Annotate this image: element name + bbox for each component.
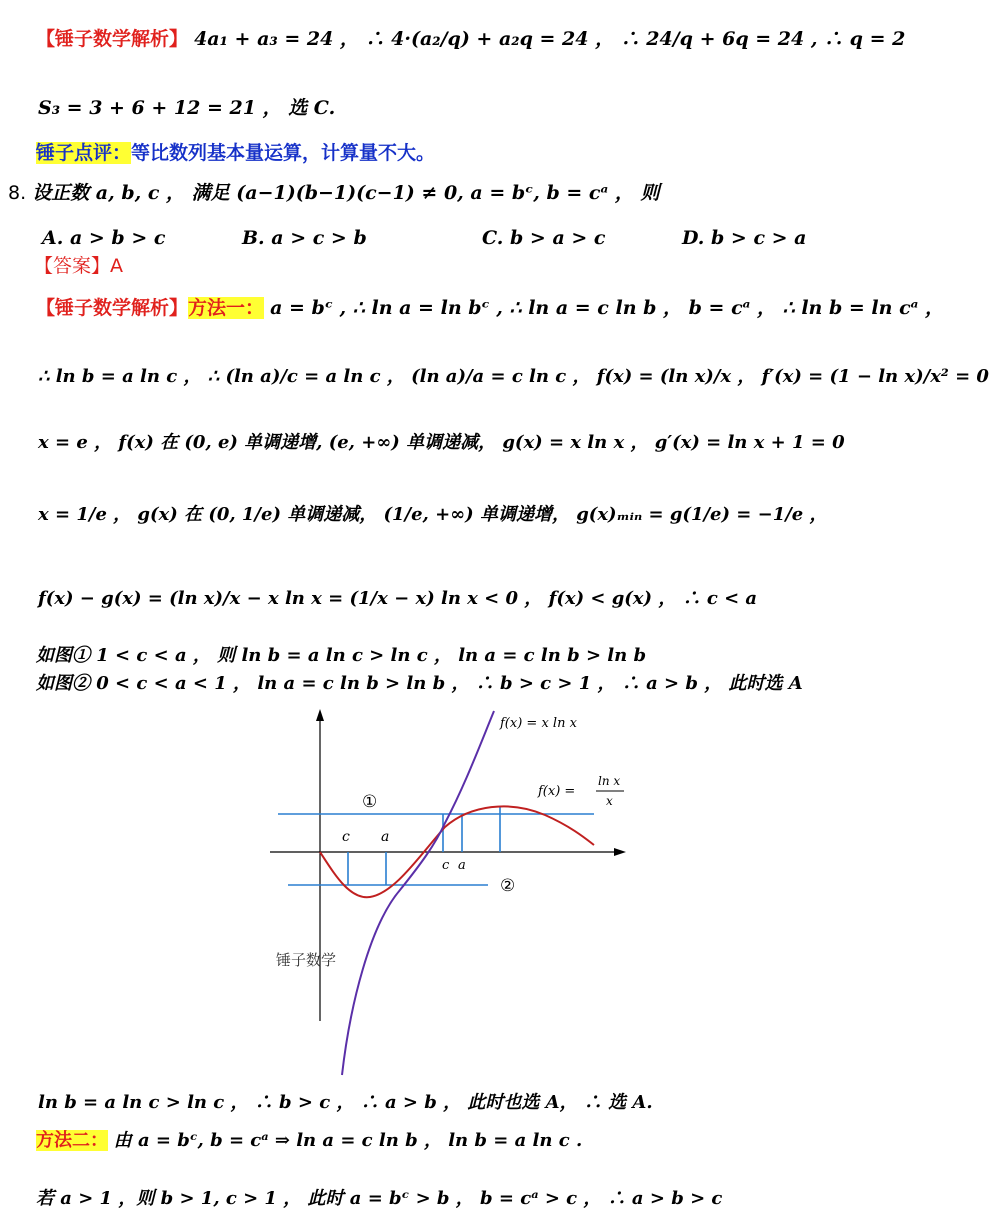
analysis-tag: 【锤子数学解析】 <box>36 297 189 319</box>
label-lnx-x-numerator: ln x <box>598 774 621 788</box>
solution-line-9 <box>38 432 845 454</box>
option-d: D. b > c > a <box>682 227 807 249</box>
formula-text: 由 a = bᶜ, b = cᵃ ⇒ ln a = c ln b ， ln b = a ln c . <box>113 1130 583 1151</box>
answer-line: 【答案】A <box>34 255 123 277</box>
formula-text: ln b = a ln c > ln c ， ∴ b > c ， ∴ a > b ， 此时也选 A， ∴ 选 A. <box>38 1092 653 1113</box>
formula-text: 如图② 0 < c < a < 1 ， ln a = c ln b > ln b ， ∴ b > c > 1 ， ∴ a > b ， 此时选 A <box>36 673 803 694</box>
formula-text: ∴ ln b = a ln c ， ∴ (ln a)/c = a ln c ， (ln a)/a = c ln c ， f(x) = (ln x)/x ， f′(x) = (1 − ln x)/x² = 0 <box>38 366 989 387</box>
analysis-tag: 【锤子数学解析】 <box>36 28 189 50</box>
solution-line-11 <box>38 588 757 610</box>
solution-line-14 <box>38 1092 653 1114</box>
option-b: B. a > c > b <box>242 227 367 249</box>
question-8 <box>8 182 659 205</box>
formula-text: 若 a > 1 ，则 b > 1, c > 1 ， 此时 a = bᶜ > b ， b = cᵃ > c ， ∴ a > b > c <box>36 1188 723 1209</box>
option-a: A. a > b > c <box>42 227 166 249</box>
formula-text: x = 1/e ， g(x) 在 (0, 1/e) 单调递减， (1/e, +∞) 单调递增， g(x)ₘᵢₙ = g(1/e) = −1/e ， <box>38 504 828 525</box>
question-text: 设正数 a, b, c ， 满足 (a−1)(b−1)(c−1) ≠ 0, a = bᶜ, b = cᵃ ， 则 <box>32 182 660 204</box>
formula-text: x = e ， f(x) 在 (0, e) 单调递增, (e, +∞) 单调递减， g(x) = x ln x ， g′(x) = ln x + 1 = 0 <box>38 432 845 453</box>
formula-text: a = bᶜ , ∴ ln a = ln bᶜ , ∴ ln a = c ln b ， b = cᵃ ， ∴ ln b = ln cᵃ ， <box>270 297 945 319</box>
solution-line-13 <box>36 673 803 695</box>
solution-line-1 <box>36 28 905 51</box>
point-label-c-top: c <box>342 829 350 845</box>
point-label-a-bottom: a <box>458 858 466 873</box>
y-axis-arrow <box>316 709 324 721</box>
solution-line-2 <box>38 97 335 120</box>
solution-line-16 <box>36 1188 722 1210</box>
formula-text: 4a₁ + a₃ = 24 ， ∴ 4·(a₂/q) + a₂q = 24 ， ∴ 24/q + 6q = 24 , ∴ q = 2 <box>194 28 906 50</box>
comment-label: 锤子点评： <box>36 142 132 164</box>
comment-line <box>36 142 435 165</box>
label-lnx-x-prefix: f(x) = <box>538 784 576 799</box>
point-label-c-bottom: c <box>442 858 450 873</box>
function-graph-figure <box>260 705 660 1085</box>
label-lnx-x-denominator: x <box>606 794 613 808</box>
point-label-a-top: a <box>381 829 390 845</box>
solution-line-10 <box>38 504 828 526</box>
label-x-lnx: f(x) = x ln x <box>500 716 577 731</box>
solution-line-7 <box>36 297 944 320</box>
question-number: 8. <box>8 182 27 204</box>
option-c: C. b > a > c <box>482 227 606 249</box>
circle-label-2: ② <box>500 876 516 896</box>
x-axis-arrow <box>614 848 626 856</box>
method-two-label: 方法二： <box>36 1130 108 1151</box>
method-one-label: 方法一： <box>188 297 265 319</box>
formula-text: f(x) − g(x) = (ln x)/x − x ln x = (1/x − x) ln x < 0 ， f(x) < g(x) ， ∴ c < a <box>38 588 758 609</box>
formula-text: 如图① 1 < c < a ， 则 ln b = a ln c > ln c ， ln a = c ln b > ln b <box>36 645 647 666</box>
comment-text: 等比数列基本量运算，计算量不大。 <box>131 142 436 164</box>
watermark: 锤子数学 <box>276 951 337 969</box>
formula-text: S₃ = 3 + 6 + 12 = 21 ， 选 C. <box>38 97 336 119</box>
circle-label-1: ① <box>362 792 378 812</box>
solution-line-8 <box>38 366 989 388</box>
solution-line-15 <box>36 1130 582 1152</box>
curve-x-lnx <box>342 711 494 1075</box>
solution-line-12 <box>36 645 646 667</box>
